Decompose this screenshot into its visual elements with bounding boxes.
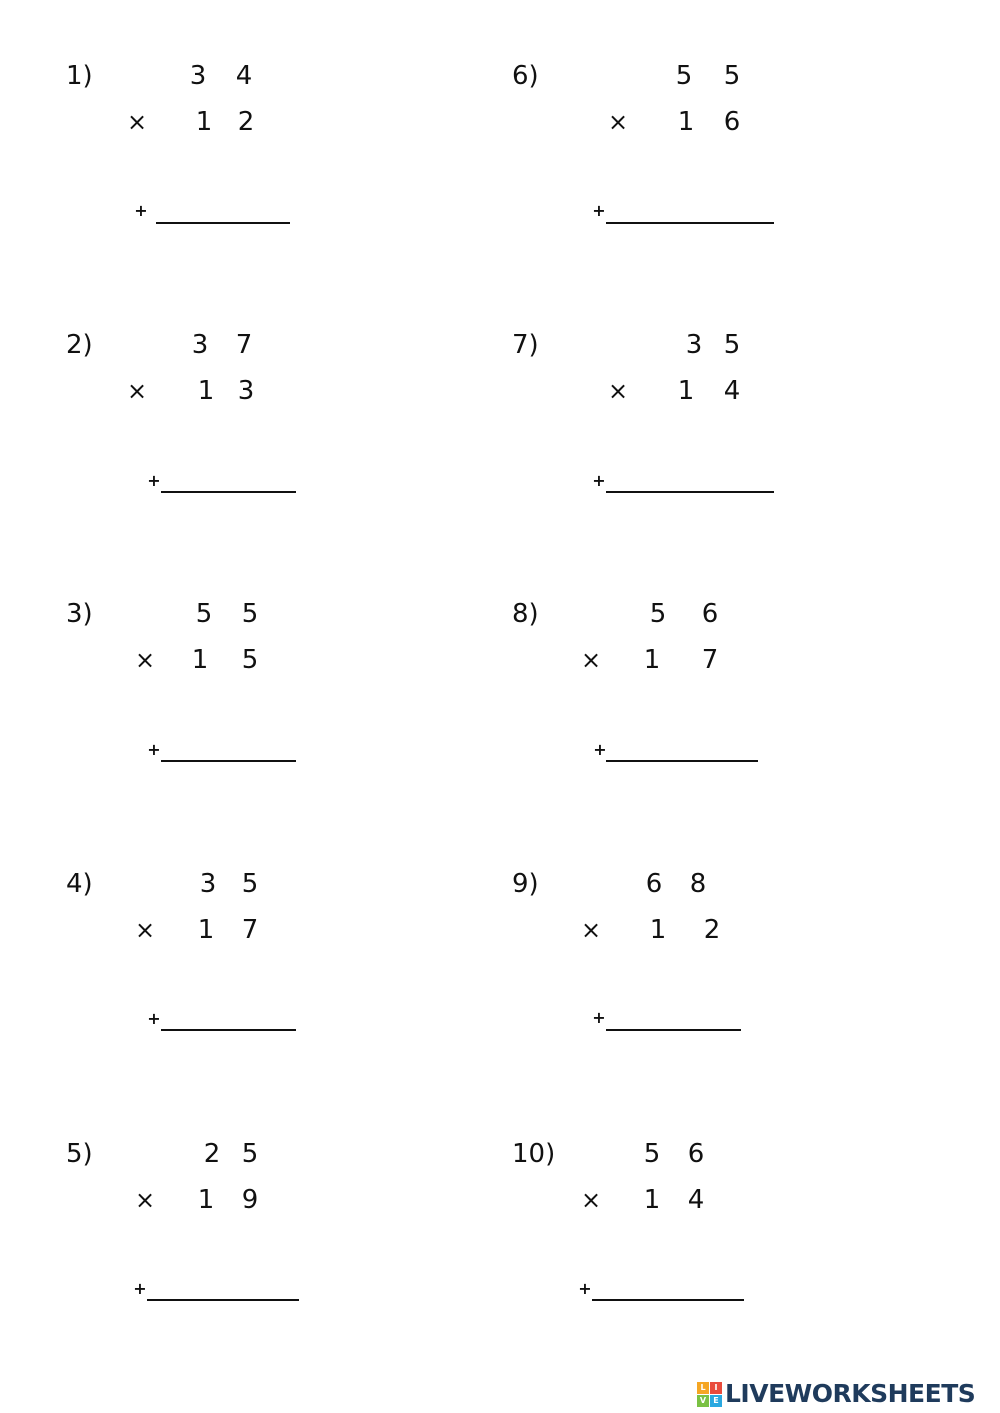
multiplicand-tens: 3 <box>199 869 217 899</box>
multiplicand-ones: 5 <box>241 1139 259 1169</box>
logo-letter-i: I <box>710 1382 722 1394</box>
multiply-sign: × <box>134 1186 156 1214</box>
multiplicand-tens: 6 <box>645 869 663 899</box>
multiply-sign: × <box>134 916 156 944</box>
logo-letter-e: E <box>710 1395 722 1407</box>
multiply-sign: × <box>126 108 148 136</box>
multiplicand-ones: 7 <box>235 330 253 360</box>
answer-line[interactable] <box>147 1299 299 1301</box>
answer-line[interactable] <box>606 491 774 493</box>
multiplier-ones: 2 <box>237 107 255 137</box>
multiply-sign: × <box>134 646 156 674</box>
problem-6 <box>512 59 892 319</box>
problem-number: 8) <box>512 599 539 629</box>
multiplier-tens: 1 <box>197 915 215 945</box>
multiplicand-ones: 5 <box>241 869 259 899</box>
problem-number: 5) <box>66 1139 93 1169</box>
problem-5 <box>66 1137 446 1397</box>
multiply-sign: × <box>607 377 629 405</box>
multiplicand-ones: 4 <box>235 61 253 91</box>
multiplier-tens: 1 <box>197 1185 215 1215</box>
plus-sign: + <box>147 1009 161 1028</box>
logo-letter-l: L <box>697 1382 709 1394</box>
multiplicand-tens: 2 <box>203 1139 221 1169</box>
multiplier-ones: 3 <box>237 376 255 406</box>
multiplicand-tens: 5 <box>195 599 213 629</box>
multiplier-tens: 1 <box>677 107 695 137</box>
answer-line[interactable] <box>161 491 296 493</box>
plus-sign: + <box>592 471 606 490</box>
multiplier-tens: 1 <box>649 915 667 945</box>
logo-text: LIVEWORKSHEETS <box>725 1379 976 1408</box>
multiplier-tens: 1 <box>677 376 695 406</box>
multiply-sign: × <box>580 1186 602 1214</box>
multiplicand-tens: 3 <box>685 330 703 360</box>
answer-line[interactable] <box>161 1029 296 1031</box>
multiplier-tens: 1 <box>191 645 209 675</box>
multiplicand-tens: 3 <box>191 330 209 360</box>
plus-sign: + <box>147 740 161 759</box>
answer-line[interactable] <box>161 760 296 762</box>
plus-sign: + <box>593 740 607 759</box>
problem-number: 10) <box>512 1139 556 1169</box>
liveworksheets-logo <box>697 1378 975 1410</box>
multiplicand-tens: 5 <box>649 599 667 629</box>
plus-sign: + <box>578 1279 592 1298</box>
problem-1 <box>66 59 446 319</box>
plus-sign: + <box>592 201 606 220</box>
multiplicand-tens: 5 <box>643 1139 661 1169</box>
problem-4 <box>66 867 446 1127</box>
multiplicand-ones: 8 <box>689 869 707 899</box>
problem-3 <box>66 597 446 857</box>
answer-line[interactable] <box>606 1029 741 1031</box>
problem-number: 9) <box>512 869 539 899</box>
answer-line[interactable] <box>156 222 290 224</box>
problem-9 <box>512 867 892 1127</box>
multiplier-ones: 5 <box>241 645 259 675</box>
multiply-sign: × <box>580 916 602 944</box>
multiplier-ones: 2 <box>703 915 721 945</box>
problem-number: 3) <box>66 599 93 629</box>
plus-sign: + <box>592 1008 606 1027</box>
multiplier-ones: 7 <box>701 645 719 675</box>
multiplicand-ones: 5 <box>241 599 259 629</box>
multiplier-ones: 4 <box>723 376 741 406</box>
multiplicand-ones: 5 <box>723 61 741 91</box>
logo-mark-icon <box>697 1382 722 1407</box>
multiplicand-tens: 5 <box>675 61 693 91</box>
answer-line[interactable] <box>592 1299 744 1301</box>
logo-letter-v: V <box>697 1395 709 1407</box>
multiplicand-ones: 6 <box>687 1139 705 1169</box>
problem-number: 1) <box>66 61 93 91</box>
multiply-sign: × <box>607 108 629 136</box>
multiplicand-ones: 5 <box>723 330 741 360</box>
multiplier-ones: 9 <box>241 1185 259 1215</box>
plus-sign: + <box>147 471 161 490</box>
problem-8 <box>512 597 892 857</box>
plus-sign: + <box>133 1279 147 1298</box>
multiplier-tens: 1 <box>643 645 661 675</box>
multiplier-ones: 4 <box>687 1185 705 1215</box>
problem-2 <box>66 328 446 588</box>
multiplier-ones: 7 <box>241 915 259 945</box>
multiplier-tens: 1 <box>195 107 213 137</box>
multiplier-ones: 6 <box>723 107 741 137</box>
multiplier-tens: 1 <box>643 1185 661 1215</box>
plus-sign: + <box>134 201 148 220</box>
answer-line[interactable] <box>606 760 758 762</box>
problem-number: 6) <box>512 61 539 91</box>
problem-10 <box>512 1137 892 1397</box>
problem-number: 2) <box>66 330 93 360</box>
problem-7 <box>512 328 892 588</box>
multiplicand-ones: 6 <box>701 599 719 629</box>
multiply-sign: × <box>126 377 148 405</box>
problem-number: 7) <box>512 330 539 360</box>
multiply-sign: × <box>580 646 602 674</box>
multiplicand-tens: 3 <box>189 61 207 91</box>
problem-number: 4) <box>66 869 93 899</box>
answer-line[interactable] <box>606 222 774 224</box>
multiplier-tens: 1 <box>197 376 215 406</box>
